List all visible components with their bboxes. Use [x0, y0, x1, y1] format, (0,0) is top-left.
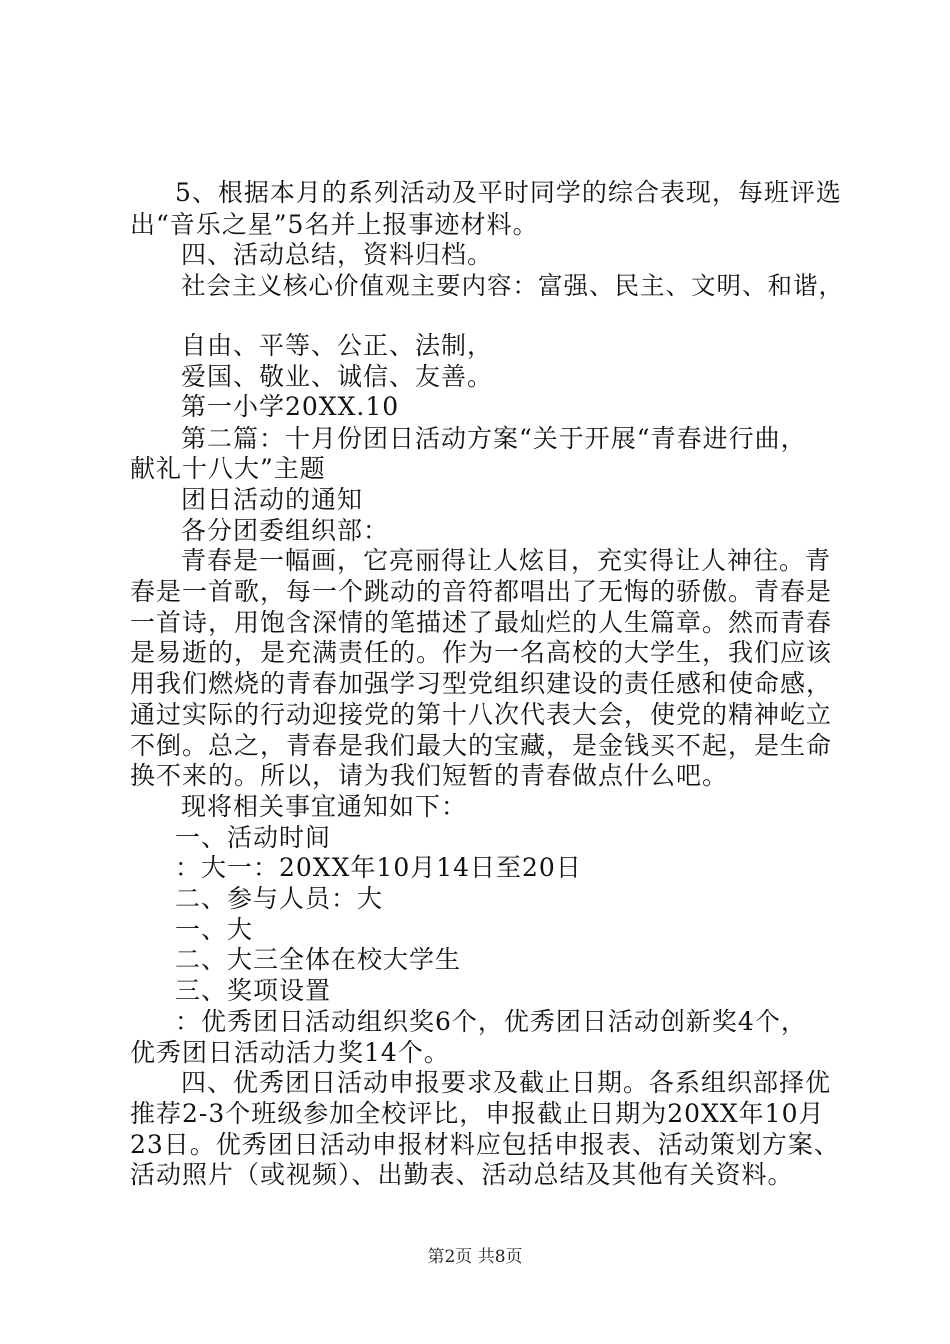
text-line: 二、参与人员：大: [175, 884, 384, 913]
text-line: 四、活动总结，资料归档。: [181, 240, 494, 269]
text-line: 是易逝的，是充满责任的。作为一名高校的大学生，我们应该: [130, 638, 833, 667]
text-line: 一、活动时间: [175, 823, 332, 852]
text-line: 出“音乐之星”5名并上报事迹材料。: [130, 210, 539, 239]
text-line: 优秀团日活动活力奖14个。: [130, 1038, 450, 1067]
text-line: 换不来的。所以，请为我们短暂的青春做点什么吧。: [130, 761, 729, 790]
page-number: 第2页 共8页: [427, 1247, 523, 1267]
text-line: 不倒。总之，青春是我们最大的宝藏，是金钱买不起，是生命: [130, 731, 833, 760]
text-line: 社会主义核心价值观主要内容：富强、民主、文明、和谐，: [181, 271, 844, 300]
text-line: 三、奖项设置: [175, 976, 332, 1005]
text-line: 春是一首歌，每一个跳动的音符都唱出了无悔的骄傲。青春是: [130, 577, 833, 606]
text-line: 四、优秀团日活动申报要求及截止日期。各系组织部择优: [181, 1068, 832, 1097]
text-line: 各分团委组织部：: [181, 516, 390, 545]
text-line: 推荐2-3个班级参加全校评比，申报截止日期为20XX年10月: [130, 1099, 825, 1128]
text-line: 一首诗，用饱含深情的笔描述了最灿烂的人生篇章。然而青春: [130, 608, 833, 637]
text-line: 用我们燃烧的青春加强学习型党组织建设的责任感和使命感，: [130, 669, 833, 698]
text-line: 通过实际的行动迎接党的第十八次代表大会，使党的精神屹立: [130, 700, 833, 729]
text-line: 青春是一幅画，它亮丽得让人炫目，充实得让人神往。青: [181, 546, 832, 575]
text-line: 第一小学20XX.10: [181, 392, 400, 421]
text-line: ：优秀团日活动组织奖6个，优秀团日活动创新奖4个，: [175, 1007, 807, 1036]
text-line: 现将相关事宜通知如下：: [181, 792, 468, 821]
text-line: 23日。优秀团日活动申报材料应包括申报表、活动策划方案、: [130, 1130, 840, 1159]
text-line: 一、大: [175, 915, 254, 944]
text-line: 第二篇：十月份团日活动方案“关于开展“青春进行曲，: [181, 424, 807, 453]
text-line: 爱国、敬业、诚信、友善。: [181, 362, 494, 391]
text-line: 团日活动的通知: [181, 485, 364, 514]
text-line: 自由、平等、公正、法制，: [181, 331, 494, 360]
text-line: 献礼十八大”主题: [130, 454, 326, 483]
text-line: 活动照片（或视频）、出勤表、活动总结及其他有关资料。: [130, 1160, 794, 1189]
text-line: 二、大三全体在校大学生: [175, 945, 462, 974]
text-line: ：大一：20XX年10月14日至20日: [175, 853, 582, 882]
text-line: 5、根据本月的系列活动及平时同学的综合表现，每班评选: [175, 178, 842, 207]
